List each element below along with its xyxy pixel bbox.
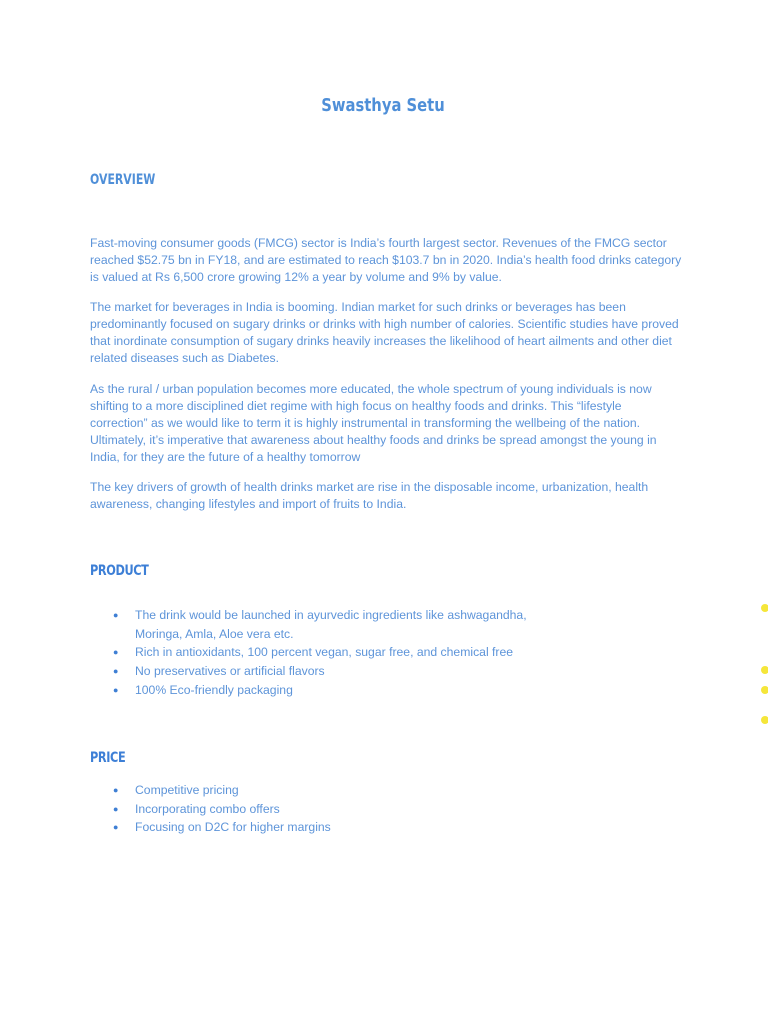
yellow-dot-icon bbox=[761, 666, 768, 674]
price-heading: PRICE bbox=[90, 750, 126, 766]
list-item bbox=[90, 606, 555, 643]
overview-paragraph-3: As the rural / urban population becomes more educated, the whole spectrum of young individuals is now shifting to a more disciplined diet regime with high focus on healthy foods and drinks. This “lifestyle correction” as we would like to term it is highly instrumental in transforming the wellbeing of the nation. Ultimately, it’s imperative that awareness about healthy foods and drinks be spread amongst the young in India, for they are the future of a healthy tomorrow bbox=[90, 382, 657, 464]
overview-heading: OVERVIEW bbox=[90, 172, 156, 188]
overview-paragraph-1: Fast-moving consumer goods (FMCG) sector is India’s fourth largest sector. Revenues of the FMCG sector reached $52.75 bn in FY18, and are estimated to reach $103.7 bn in 2020. India’s health food drinks category is valued at Rs 6,500 crore growing 12% a year by volume and 9% by value. bbox=[90, 236, 682, 284]
product-item-text: The drink would be launched in ayurvedic ingredients like ashwagandha, Moringa, Amla, Aloe vera etc. bbox=[135, 608, 527, 641]
list-item bbox=[90, 818, 555, 837]
bullet-icon: ● bbox=[113, 803, 119, 814]
price-item-text: Competitive pricing bbox=[135, 783, 239, 797]
bullet-icon: ● bbox=[113, 822, 119, 833]
price-item-text: Incorporating combo offers bbox=[135, 801, 280, 816]
product-item-text: Rich in antioxidants, 100 percent vegan, sugar free, and chemical free bbox=[135, 645, 514, 660]
list-item bbox=[90, 781, 555, 800]
yellow-dot-icon bbox=[761, 716, 768, 724]
bullet-icon: ● bbox=[113, 785, 119, 795]
product-item-text: No preservatives or artificial flavors bbox=[135, 664, 325, 679]
product-heading: PRODUCT bbox=[90, 563, 149, 579]
bullet-icon: ● bbox=[113, 647, 119, 658]
product-list bbox=[90, 606, 555, 700]
document-title: Swasthya Setu bbox=[321, 95, 445, 116]
yellow-dot-icon bbox=[761, 686, 768, 694]
bullet-icon: ● bbox=[113, 684, 119, 695]
list-item bbox=[90, 662, 555, 681]
overview-paragraph-4: The key drivers of growth of health drinks market are rise in the disposable income, urbanization, health awareness, changing lifestyles and import of fruits to India. bbox=[90, 480, 649, 511]
list-item bbox=[90, 681, 555, 700]
list-item bbox=[90, 643, 555, 662]
list-item bbox=[90, 800, 555, 819]
product-item-text: 100% Eco-friendly packaging bbox=[135, 682, 293, 697]
yellow-dot-icon bbox=[761, 604, 768, 612]
bullet-icon: ● bbox=[113, 666, 119, 677]
overview-paragraph-2: The market for beverages in India is booming. Indian market for such drinks or beverages has been predominantly focused on sugary drinks or drinks with high number of calories. Scientific studies have proved that inordinate consumption of sugary drinks heavily increases the likelihood of heart ailments and other diet related diseases such as Diabetes. bbox=[90, 300, 679, 365]
bullet-icon: ● bbox=[113, 610, 119, 620]
price-list bbox=[90, 781, 555, 837]
price-item-text: Focusing on D2C for higher margins bbox=[135, 820, 331, 835]
